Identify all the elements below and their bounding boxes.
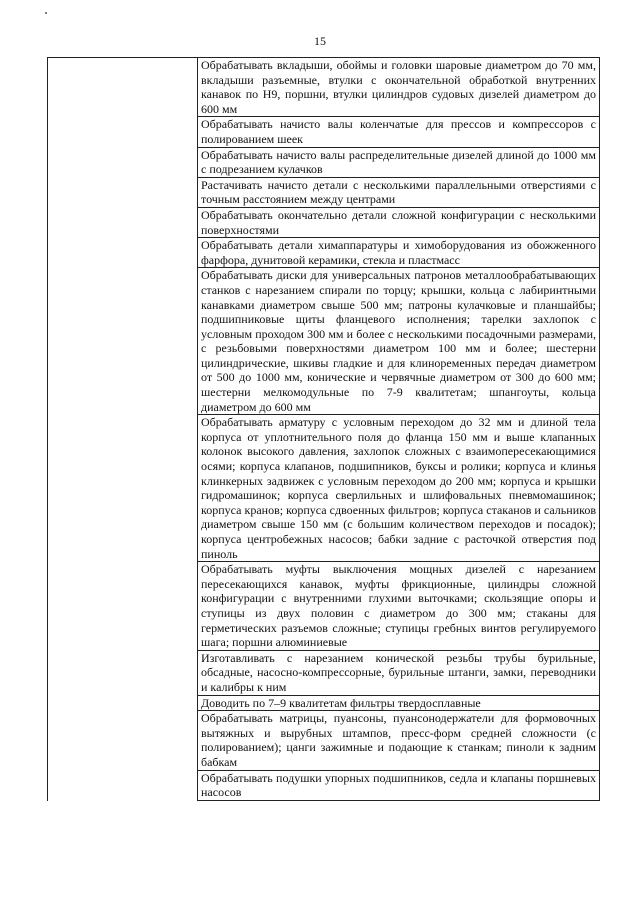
table-row: Обрабатывать арматуру с условным переходом до 32 мм и длиной тела корпуса от уплотнительного поля до фланца 150 мм и выше клапанных колонок высокого давления, захлопок сложных с взаимопересекающимися осями; корпуса клапанов, подшипников, буксы и ролики; корпуса и клинья клинкерных задвижек с условным переходом до 200 мм; корпуса и крышки гидромашинок; корпуса сверлильных и шлифовальных пневмомашинок; корпуса кранов; корпуса сдвоенных фильтров; корпуса стаканов и сальников диаметром свыше 150 мм (с большим количеством переходов и посадок); корпуса центробежных насосов; бабки задние с расточкой отверстия под пиноль — [198, 415, 599, 562]
table-row: Обрабатывать диски для универсальных патронов металлообрабатывающих станков с нарезанием спирали по торцу; крышки, кольца с лабиринтными канавками диаметром свыше 500 мм; патроны кулачковые и планшайбы; подшипниковые щиты фланцевого исполнения; тарелки захлопок с условным проходом 300 мм и более с несколькими посадочными размерами, с резьбовыми поверхностями диаметром 100 мм и более; шестерни цилиндрические, шкивы гладкие и для клиноременных передач диаметром от 500 до 1000 мм, конические и червячные диаметром от 300 до 600 мм; шестерни мелкомодульные по 7-9 квалитетам; шпангоуты, кольца диаметром до 600 мм — [198, 268, 599, 415]
table-row: Обрабатывать подушки упорных подшипников, седла и клапаны поршневых насосов — [198, 771, 599, 801]
page-number: 15 — [314, 34, 326, 48]
table-row: Обрабатывать матрицы, пуансоны, пуансонодержатели для формовочных вытяжных и вырубных штампов, пресс-форм средней сложности (с полированием); цанги зажимные и подающие к станкам; пиноли к задним бабкам — [198, 711, 599, 770]
table-row: Обрабатывать муфты выключения мощных дизелей с нарезанием пересекающихся канавок, муфты фрикционные, цилиндры сложной конфигурации с внутренними глухими выточками; скользящие опоры и ступицы из двух половин с диаметром до 300 мм; стаканы для герметических разъемов сложные; ступицы гребных винтов регулируемого шага; поршни алюминиевые — [198, 562, 599, 651]
table-row: Изготавливать с нарезанием конической резьбы трубы бурильные, обсадные, насосно-компрессорные, бурильные штанги, замки, переводники и калибры к ним — [198, 651, 599, 696]
table-row: Обрабатывать начисто валы распределительные дизелей длиной до 1000 мм с подрезанием кулачков — [198, 148, 599, 178]
table-row: Растачивать начисто детали с несколькими параллельными отверстиями с точным расстоянием между центрами — [198, 178, 599, 208]
table-row: Доводить по 7–9 квалитетам фильтры твердосплавные — [198, 696, 599, 712]
work-description-table — [47, 57, 600, 801]
description-column — [198, 58, 599, 801]
table-row: Обрабатывать начисто валы коленчатые для прессов и компрессоров с полированием шеек — [198, 117, 599, 147]
table-row: Обрабатывать вкладыши, обоймы и головки шаровые диаметром до 70 мм, вкладыши разъемные, втулки с окончательной обработкой внутренних канавок по Н9, поршни, втулки цилиндров судовых дизелей диаметром до 600 мм — [198, 58, 599, 117]
table-row: Обрабатывать детали химаппаратуры и химоборудования из обожженного фарфора, дунитовой керамики, стекла и пластмасс — [198, 238, 599, 268]
scan-speck — [45, 12, 47, 14]
table-row: Обрабатывать окончательно детали сложной конфигурации с несколькими поверхностями — [198, 208, 599, 238]
empty-left-column — [48, 58, 198, 801]
